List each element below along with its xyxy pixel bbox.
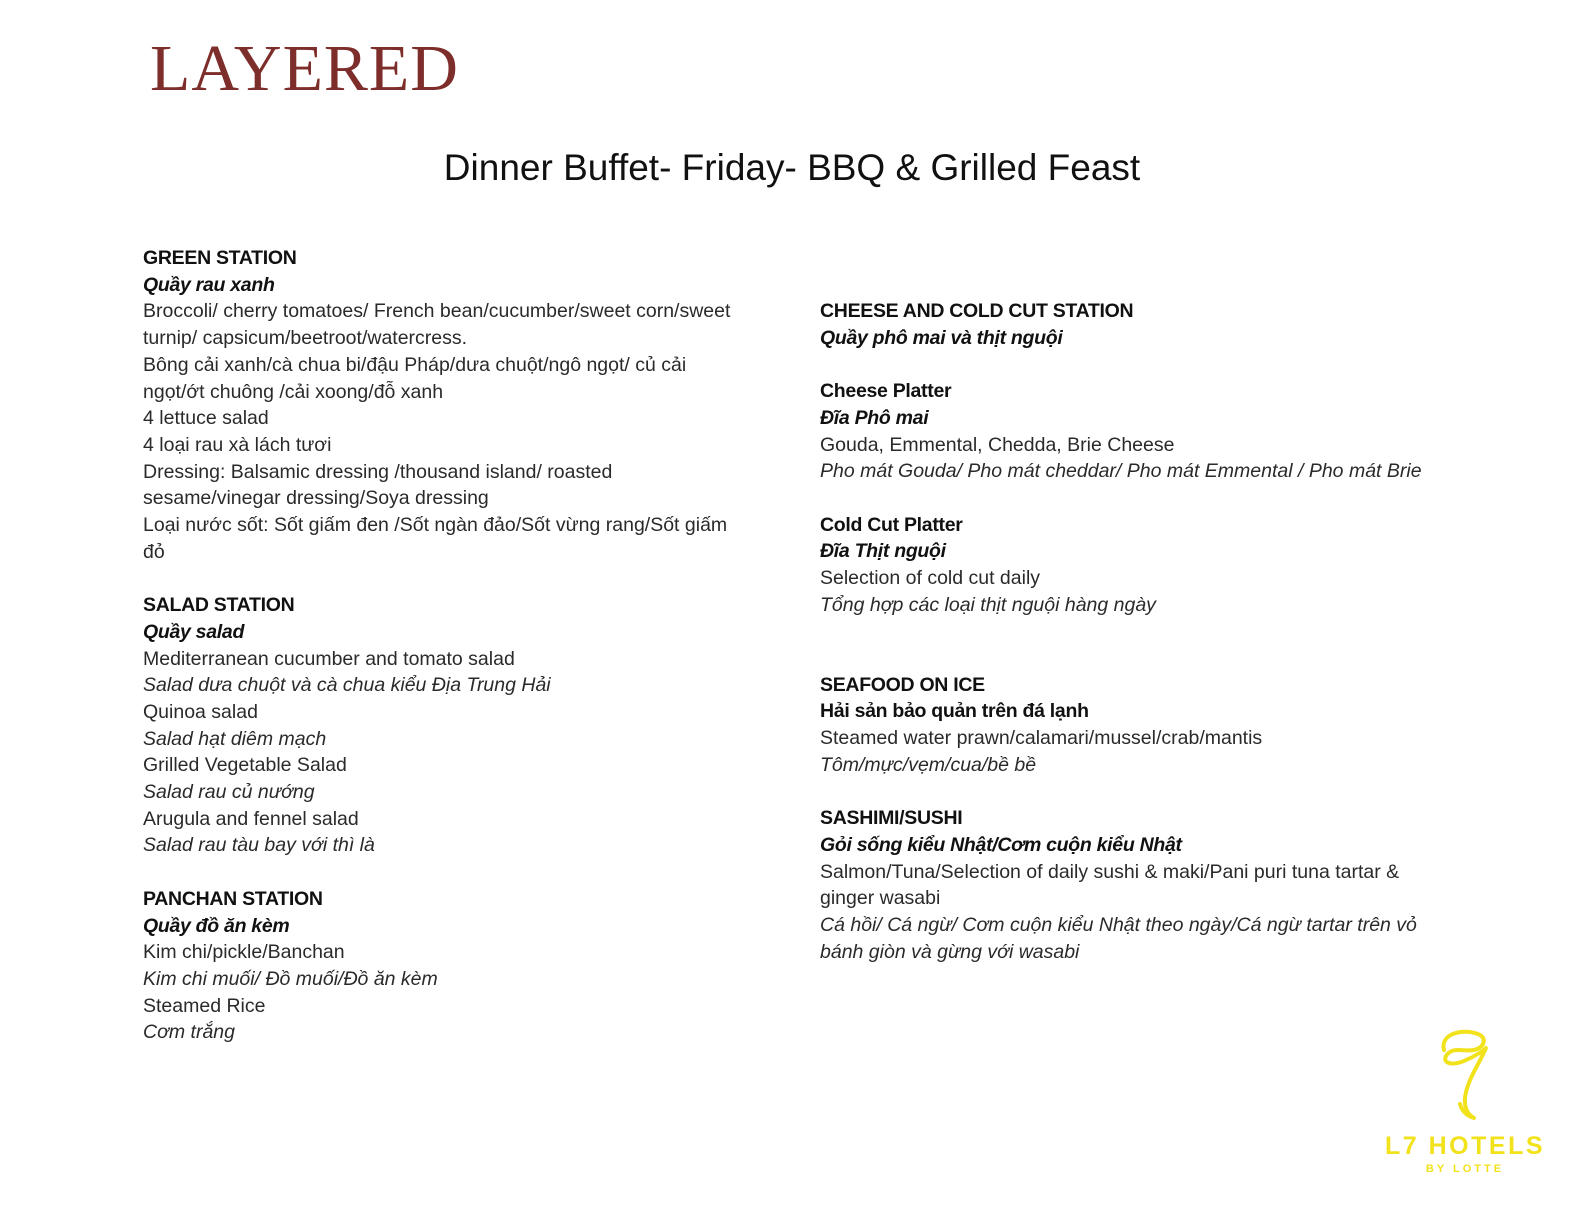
brand-name: L7 HOTELS (1385, 1132, 1546, 1160)
menu-item: 4 lettuce salad (143, 407, 269, 430)
menu-item: Steamed water prawn/calamari/mussel/crab/mantis (820, 727, 1263, 750)
brand-tagline: BY LOTTE (1425, 1163, 1505, 1175)
menu-item: Kim chi muối/ Đồ muối/Đồ ăn kèm (143, 967, 438, 990)
menu-item: Selection of cold cut daily (820, 567, 1041, 589)
l7-monogram-icon (1430, 1026, 1500, 1124)
section-subheading: Quầy phô mai và thịt nguội (820, 326, 1063, 349)
page-title: Dinner Buffet- Friday- BBQ & Grilled Feast (443, 147, 1141, 188)
menu-item: Salad hạt diêm mạch (143, 727, 327, 750)
menu-item: Quinoa salad (143, 700, 258, 723)
left-menu-column (143, 245, 733, 1073)
menu-item: Dressing: Balsamic dressing /thousand island/ roasted sesame/vinegar dressing/Soya dressing (143, 460, 613, 510)
menu-section (820, 805, 1435, 965)
menu-item: Arugula and fennel salad (143, 807, 359, 830)
section-heading: SASHIMI/SUSHI (820, 807, 963, 830)
menu-section (820, 512, 1435, 619)
l7-hotels-brand (1385, 1026, 1545, 1175)
menu-item: Steamed Rice (143, 994, 266, 1017)
section-heading: GREEN STATION (143, 247, 297, 269)
menu-section (820, 298, 1435, 351)
layered-logo: LAYERED (150, 32, 459, 105)
menu-item: Salad dưa chuột và cà chua kiểu Địa Trung Hải (143, 674, 551, 697)
menu-item: 4 loại rau xà lách tươi (143, 433, 332, 456)
menu-item: Salmon/Tuna/Selection of daily sushi & maki/Pani puri tuna tartar & ginger wasabi (820, 860, 1400, 910)
menu-section (143, 245, 733, 565)
section-subheading: Hải sản bảo quản trên đá lạnh (820, 700, 1089, 723)
section-heading: SALAD STATION (143, 594, 295, 617)
section-subheading: Quầy salad (143, 620, 245, 643)
menu-item: Tôm/mực/vẹm/cua/bề bề (820, 753, 1037, 776)
section-heading: CHEESE AND COLD CUT STATION (820, 300, 1134, 322)
menu-item: Tổng hợp các loại thịt nguội hàng ngày (820, 593, 1156, 616)
right-menu-column (820, 298, 1435, 992)
menu-item: Loại nước sốt: Sốt giấm đen /Sốt ngàn đảo/Sốt vừng rang/Sốt giấm đỏ (143, 514, 728, 563)
section-subheading: Gỏi sống kiểu Nhật/Cơm cuộn kiểu Nhật (820, 833, 1182, 856)
section-subheading: Đĩa Thịt nguội (820, 540, 946, 563)
section-subheading: Quầy đồ ăn kèm (143, 914, 290, 937)
menu-section (820, 672, 1435, 779)
menu-item: Broccoli/ cherry tomatoes/ French bean/cucumber/sweet corn/sweet turnip/ capsicum/beetroot/watercress. (143, 300, 731, 350)
menu-item: Salad rau củ nướng (143, 781, 315, 804)
menu-item: Cơm trắng (143, 1021, 235, 1044)
menu-section (143, 886, 733, 1046)
menu-item: Grilled Vegetable Salad (143, 754, 347, 777)
menu-item: Gouda, Emmental, Chedda, Brie Cheese (820, 433, 1175, 456)
section-subheading: Đĩa Phô mai (820, 406, 929, 429)
menu-item: Mediterranean cucumber and tomato salad (143, 647, 515, 670)
menu-section (143, 592, 733, 859)
menu-item: Kim chi/pickle/Banchan (143, 941, 345, 964)
menu-item: Salad rau tàu bay với thì là (143, 834, 375, 857)
menu-section (820, 378, 1435, 485)
section-heading: Cold Cut Platter (820, 513, 963, 536)
menu-item: Bông cải xanh/cà chua bi/đậu Pháp/dưa chuột/ngô ngọt/ củ cải ngọt/ớt chuông /cải xoong/đỗ xanh (143, 353, 687, 403)
section-heading: PANCHAN STATION (143, 887, 323, 910)
menu-item: Cá hồi/ Cá ngừ/ Cơm cuộn kiểu Nhật theo ngày/Cá ngừ tartar trên vỏ bánh giòn và gừng với wasabi (820, 914, 1417, 963)
section-subheading: Quầy rau xanh (143, 273, 275, 296)
section-heading: SEAFOOD ON ICE (820, 673, 985, 696)
section-heading: Cheese Platter (820, 380, 952, 403)
section-spacer (820, 645, 1435, 672)
menu-item: Pho mát Gouda/ Pho mát cheddar/ Pho mát Emmental / Pho mát Brie (820, 460, 1422, 483)
